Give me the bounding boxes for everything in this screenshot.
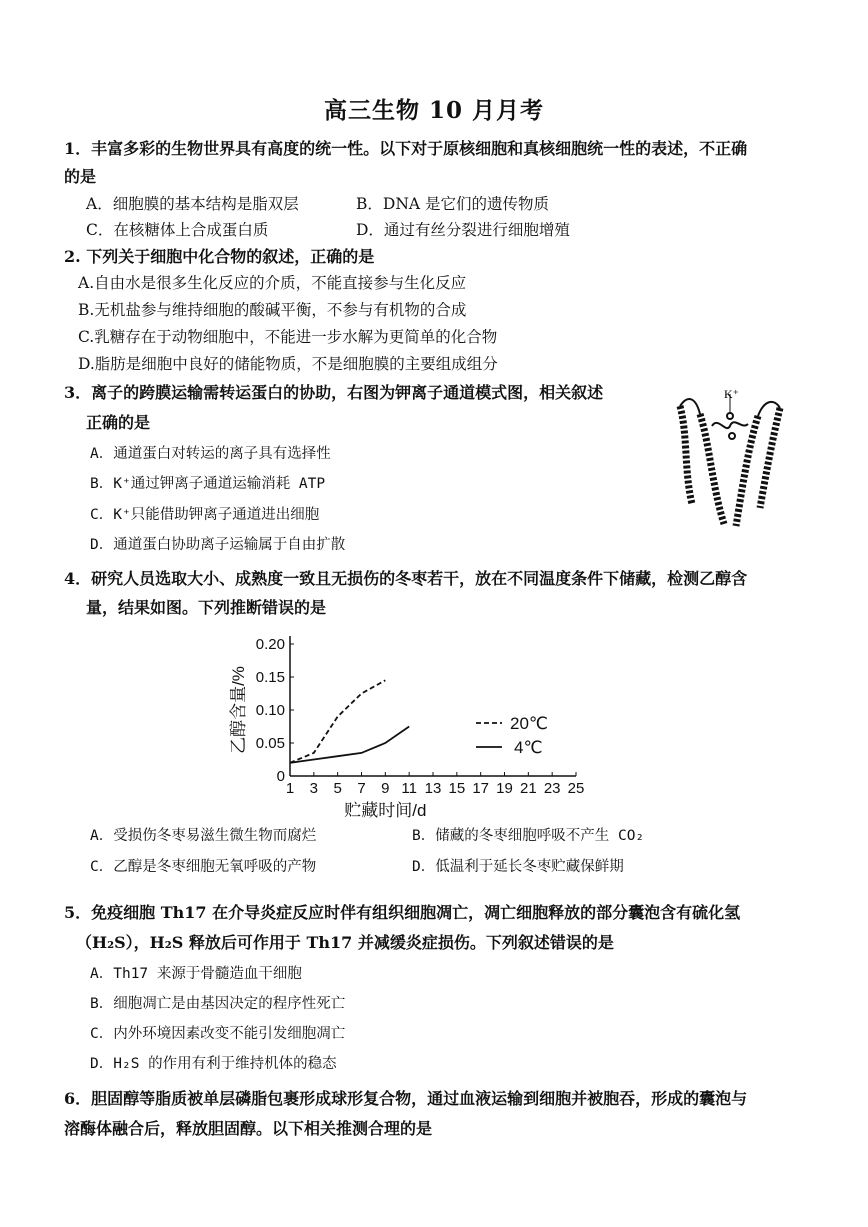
q5-option-c: C．内外环境因素改变不能引发细胞凋亡 [90, 1026, 346, 1042]
q1-stem-line2: 的是 [64, 167, 97, 186]
q3-option-c: C．K⁺只能借助钾离子通道进出细胞 [90, 507, 320, 523]
q6-stem-line1: 6．胆固醇等脂质被单层磷脂包裹形成球形复合物，通过血液运输到细胞并被胞吞，形成的囊泡与 [64, 1089, 748, 1108]
q2-option-d: D.脂肪是细胞中良好的储能物质，不是细胞膜的主要组成组分 [78, 355, 498, 373]
legend-label-1: 4℃ [514, 738, 543, 757]
y-tick-label: 0.20 [255, 636, 285, 653]
series-line-1 [290, 727, 409, 763]
x-tick-label: 13 [424, 780, 442, 797]
q4-option-b: B．储藏的冬枣细胞呼吸不产生 CO₂ [412, 828, 645, 844]
x-axis-label: 贮藏时间/d [344, 801, 427, 820]
x-tick-label: 9 [381, 780, 390, 797]
x-tick-label: 23 [543, 780, 561, 797]
series-line-0 [290, 680, 385, 763]
ethanol-line-chart [228, 628, 598, 820]
q4-option-a: A．受损伤冬枣易滋生微生物而腐烂 [90, 828, 317, 844]
q1-stem-line1: 1．丰富多彩的生物世界具有高度的统一性。以下对于原核细胞和真核细胞统一性的表述，不正确 [64, 139, 748, 158]
q6-stem-line2: 溶酶体融合后，释放胆固醇。以下相关推测合理的是 [64, 1119, 433, 1138]
y-axis-label: 乙醇含量/% [229, 666, 248, 754]
legend-label-0: 20℃ [510, 714, 549, 733]
x-tick-label: 3 [309, 780, 319, 797]
q3-option-d: D．通道蛋白协助离子运输属于自由扩散 [90, 537, 346, 553]
x-tick-label: 11 [401, 780, 417, 797]
q2-option-b: B.无机盐参与维持细胞的酸碱平衡，不参与有机物的合成 [78, 301, 467, 319]
q4-option-d: D．低温利于延长冬枣贮藏保鲜期 [412, 859, 624, 875]
q5-option-a: A．Th17 来源于骨髓造血干细胞 [90, 966, 302, 982]
q4-stem-line1: 4．研究人员选取大小、成熟度一致且无损伤的冬枣若干，放在不同温度条件下储藏，检测乙醇含 [64, 569, 748, 588]
q1-option-c: C．在核糖体上合成蛋白质 [86, 221, 269, 239]
x-tick-label: 5 [333, 780, 342, 797]
q5-stem-line2: （H₂S），H₂S 释放后可作用于 Th17 并减缓炎症损伤。下列叙述错误的是 [76, 933, 614, 952]
q5-option-b: B．细胞凋亡是由基因决定的程序性死亡 [90, 996, 346, 1012]
page-title: 高三生物 10 月月考 [323, 97, 545, 124]
q3-stem-line2: 正确的是 [86, 413, 151, 432]
x-tick-label: 1 [285, 780, 295, 797]
q1-option-b: B．DNA 是它们的遗传物质 [356, 195, 550, 213]
q5-stem-line1: 5．免疫细胞 Th17 在介导炎症反应时伴有组织细胞凋亡，凋亡细胞释放的部分囊泡含有硫化氢 [64, 903, 741, 922]
q4-option-c: C．乙醇是冬枣细胞无氧呼吸的产物 [90, 859, 317, 875]
q2-stem: 2. 下列关于细胞中化合物的叙述，正确的是 [64, 247, 375, 266]
x-tick-label: 19 [496, 780, 513, 797]
y-tick-label: 0 [276, 768, 285, 785]
figure-k-label: K⁺ [724, 387, 739, 401]
q3-option-a: A．通道蛋白对转运的离子具有选择性 [90, 446, 331, 462]
x-tick-label: 21 [519, 780, 537, 797]
q3-stem-line1: 3．离子的跨膜运输需转运蛋白的协助，右图为钾离子通道模式图，相关叙述 [64, 383, 604, 402]
x-tick-label: 17 [472, 780, 490, 797]
q5-option-d: D．H₂S 的作用有利于维持机体的稳态 [90, 1056, 337, 1072]
q2-option-a: A.自由水是很多生化反应的介质，不能直接参与生化反应 [78, 274, 467, 292]
q1-option-d: D．通过有丝分裂进行细胞增殖 [356, 221, 570, 239]
q1-option-a: A．细胞膜的基本结构是脂双层 [86, 195, 299, 213]
y-tick-label: 0.05 [255, 735, 285, 752]
y-tick-label: 0.10 [255, 702, 285, 719]
q2-option-c: C.乳糖存在于动物细胞中，不能进一步水解为更简单的化合物 [78, 328, 498, 346]
x-tick-label: 15 [448, 780, 466, 797]
potassium-channel-figure [660, 386, 800, 536]
x-tick-label: 7 [357, 780, 366, 797]
x-tick-label: 25 [567, 780, 585, 797]
q3-option-b: B．K⁺通过钾离子通道运输消耗 ATP [90, 476, 326, 492]
q4-stem-line2: 量，结果如图。下列推断错误的是 [86, 598, 327, 617]
y-tick-label: 0.15 [255, 669, 285, 686]
